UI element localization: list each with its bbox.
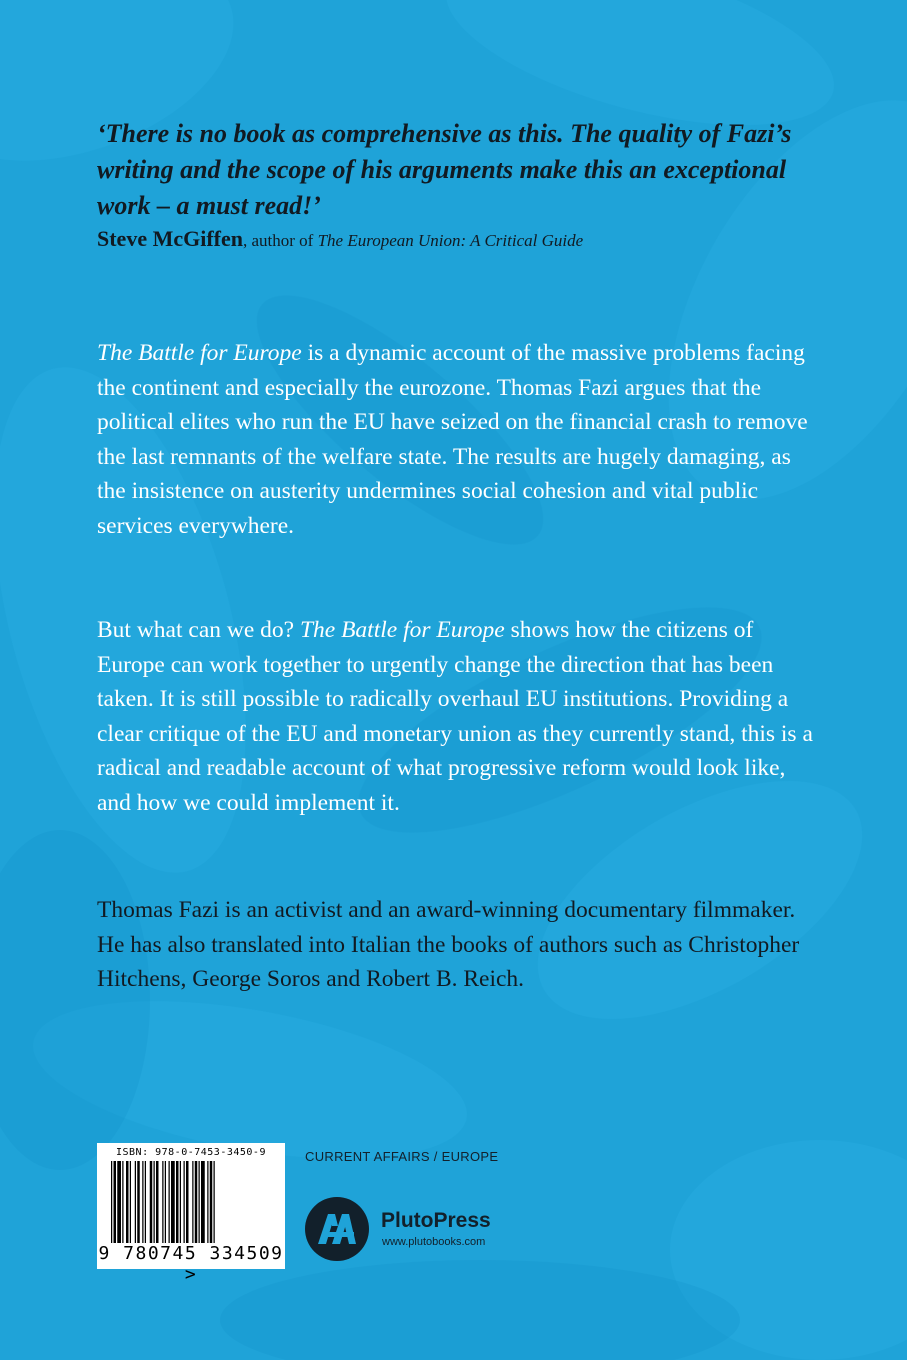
barcode-digits: 9 780745 334509 >: [98, 1243, 284, 1285]
barcode-bar: [142, 1161, 143, 1243]
endorser-suffix: , author of: [243, 231, 318, 250]
endorsement-attribution: [97, 226, 817, 254]
barcode-bar: [186, 1161, 189, 1243]
barcode-bar: [137, 1161, 140, 1243]
barcode-bar: [154, 1161, 155, 1243]
barcode-bar: [201, 1161, 205, 1243]
barcode-bar: [150, 1161, 153, 1243]
blurb-paragraph-2: [97, 613, 817, 820]
barcode-bar: [171, 1161, 175, 1243]
publisher-url: www.plutobooks.com: [382, 1236, 486, 1248]
isbn-label: ISBN: 978-0-7453-3450-9: [116, 1147, 266, 1158]
book-title: The Battle for Europe: [97, 340, 302, 366]
barcode-bar: [169, 1161, 170, 1243]
barcode-bar: [180, 1161, 181, 1243]
barcode-bar: [130, 1161, 131, 1243]
blurb-2-lead: But what can we do?: [97, 617, 300, 643]
barcode-bar: [195, 1161, 198, 1243]
publisher-name: PlutoPress: [381, 1209, 491, 1232]
barcode-bar: [165, 1161, 166, 1243]
author-bio: Thomas Fazi is an activist and an award-winning documentary filmmaker. He has also translated into Italian the books of authors such as Christopher Hitchens, George Soros and Robert B. Reich.: [97, 897, 800, 992]
barcode-bar: [135, 1161, 136, 1243]
endorser-name: Steve McGiffen: [97, 226, 243, 251]
barcode-bar: [126, 1161, 129, 1243]
barcode-bar: [199, 1161, 200, 1243]
barcode-bars: [109, 1161, 279, 1243]
barcode-bar: [210, 1161, 213, 1243]
barcode-bar: [122, 1161, 123, 1243]
book-title: The Battle for Europe: [299, 617, 505, 643]
barcode-bar: [176, 1161, 179, 1243]
barcode-bar: [117, 1161, 121, 1243]
endorsement-quote: ‘There is no book as comprehensive as this. The quality of Fazi’s writing and the scope of his arguments make this an exceptional work – a must read!’: [97, 119, 792, 220]
barcode-bar: [192, 1161, 193, 1243]
barcode-bar: [207, 1161, 208, 1243]
barcode-bar: [184, 1161, 185, 1243]
endorser-book-title: The European Union: A Critical Guide: [317, 231, 584, 250]
pluto-press-logo-icon: [304, 1196, 370, 1262]
blurb-2-text: shows how the citizens of Europe can work together to urgently change the direction that has been taken. It is still possible to radically overhaul EU institutions. Providing a clear critique of the EU and monetary union as they currently stand, this is a radical and readable account of what progressive reform would look like, and how we could implement it.: [97, 617, 813, 816]
barcode-bar: [114, 1161, 117, 1243]
blurb-paragraph-1: [97, 336, 817, 543]
blurb-1-text: is a dynamic account of the massive problems facing the continent and especially the eurozone. Thomas Fazi argues that the political elites who run the EU have seized on the financial crash to remove the last remnants of the welfare state. The results are hugely damaging, as the insistence on austerity undermines social cohesion and vital public services everywhere.: [97, 340, 808, 539]
book-category: CURRENT AFFAIRS / EUROPE: [305, 1149, 499, 1164]
barcode-bar: [111, 1161, 112, 1243]
barcode-bar: [162, 1161, 163, 1243]
barcode-bar: [145, 1161, 146, 1243]
isbn-barcode: [97, 1143, 285, 1285]
barcode-bar: [156, 1161, 159, 1243]
barcode-bar: [214, 1161, 215, 1243]
